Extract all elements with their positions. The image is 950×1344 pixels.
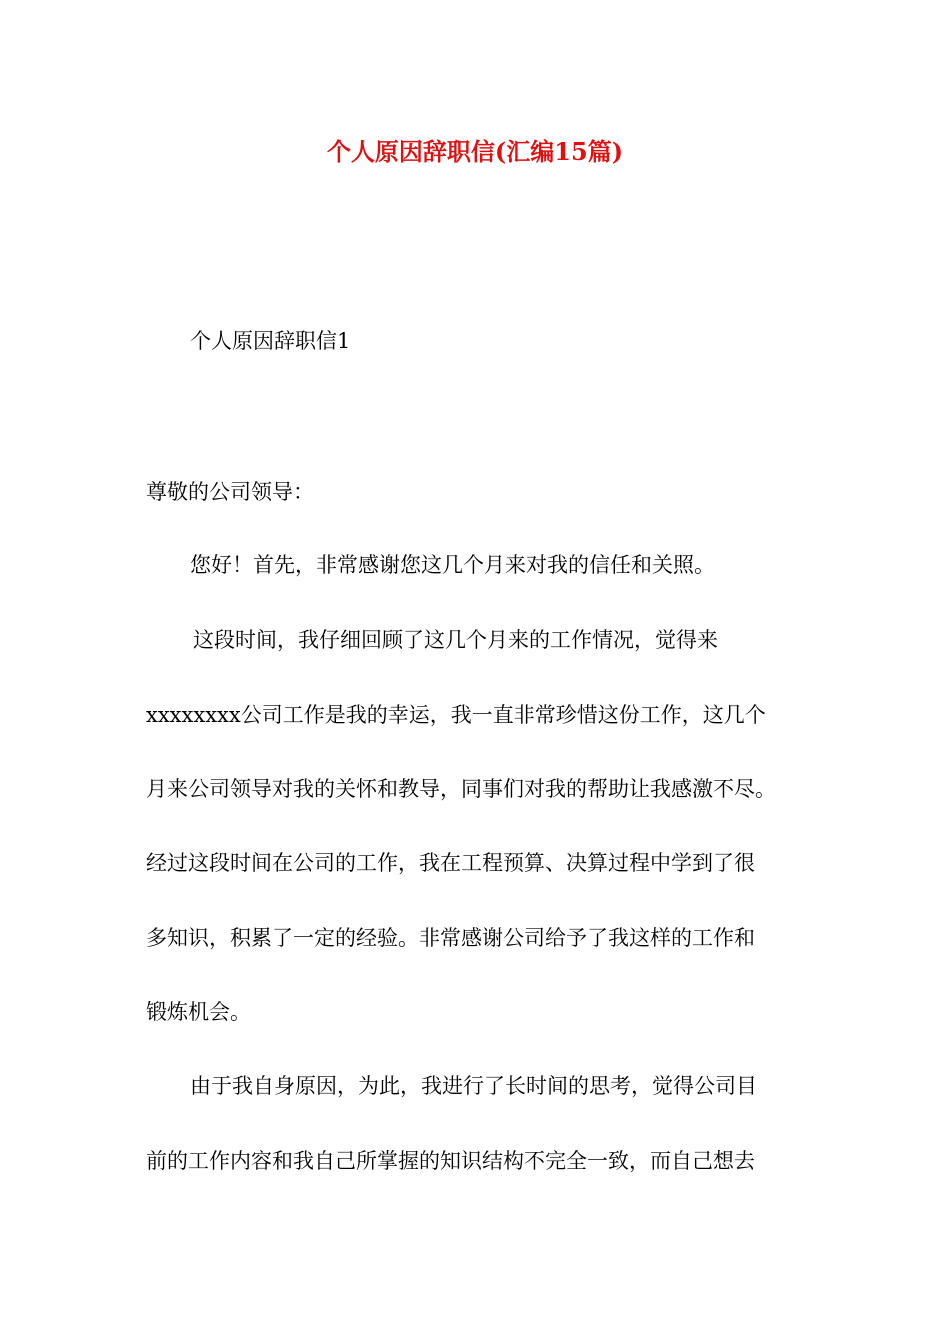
paragraph-line: 锻炼机会。	[146, 1000, 251, 1024]
paragraph-line: 经过这段时间在公司的工作，我在工程预算、决算过程中学到了很	[146, 851, 755, 875]
paragraph-line: 前的工作内容和我自己所掌握的知识结构不完全一致，而自己想去	[146, 1149, 755, 1173]
paragraph-line: xxxxxxxx公司工作是我的幸运，我一直非常珍惜这份工作，这几个	[146, 703, 766, 727]
paragraph-line: 这段时间，我仔细回顾了这几个月来的工作情况，觉得来	[193, 628, 718, 652]
paragraph-line: 由于我自身原因，为此，我进行了长时间的思考，觉得公司目	[190, 1074, 757, 1098]
paragraph-line: 您好！首先，非常感谢您这几个月来对我的信任和关照。	[190, 553, 715, 577]
document-title: 个人原因辞职信(汇编15篇)	[326, 137, 624, 166]
section-heading: 个人原因辞职信1	[190, 329, 351, 353]
paragraph-line: 多知识，积累了一定的经验。非常感谢公司给予了我这样的工作和	[146, 926, 755, 950]
salutation: 尊敬的公司领导：	[146, 480, 314, 504]
paragraph-line: 月来公司领导对我的关怀和教导，同事们对我的帮助让我感激不尽。	[146, 777, 776, 801]
